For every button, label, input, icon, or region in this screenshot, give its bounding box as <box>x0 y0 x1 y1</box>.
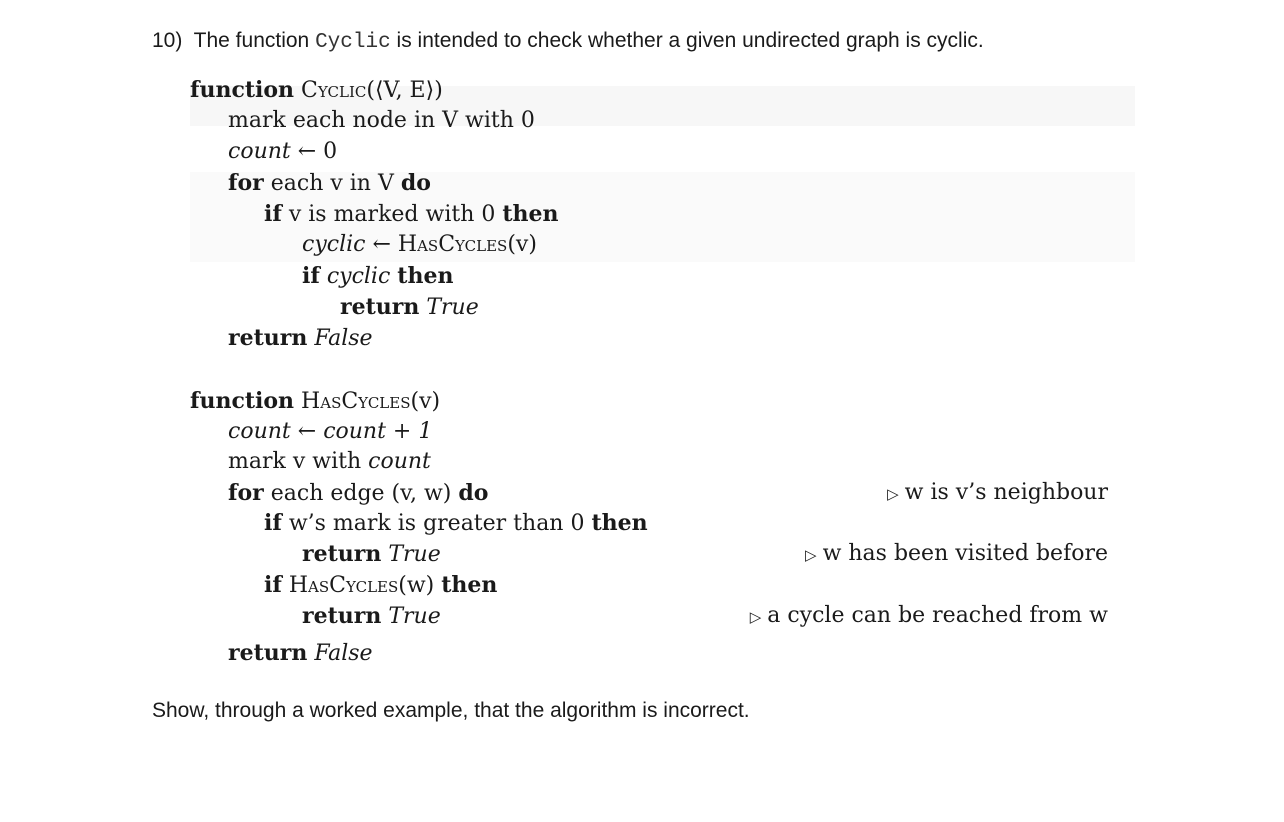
cyclic-line-2: count ← 0 <box>228 139 338 164</box>
triangle-right-icon: ▷ <box>749 608 762 626</box>
hascycles-line-7: return True <box>302 603 441 629</box>
question-code-name: Cyclic <box>315 31 391 54</box>
question-pre: The function <box>193 29 310 52</box>
cyclic-line-8: return False <box>228 325 373 351</box>
cyclic-line-6: if cyclic then <box>302 263 454 289</box>
hascycles-line-8: return False <box>228 640 373 666</box>
cyclic-args: (⟨V, E⟩) <box>366 78 443 103</box>
cyclic-line-5: cyclic ← HasCycles(v) <box>302 232 537 257</box>
cyclic-line-1: mark each node in V with 0 <box>228 108 535 133</box>
comment-neighbour: ▷ w is v’s neighbour <box>887 480 1108 505</box>
hascycles-line-4: if w’s mark is greater than 0 then <box>264 510 648 536</box>
hascycles-line-6: if HasCycles(w) then <box>264 572 498 598</box>
cyclic-name: Cyclic <box>301 78 367 103</box>
question-post: is intended to check whether a given undirected graph is cyclic. <box>396 29 984 52</box>
cyclic-line-7: return True <box>340 294 479 320</box>
cyclic-line-4: if v is marked with 0 then <box>264 201 559 227</box>
hascycles-name: HasCycles <box>301 389 411 414</box>
task-instruction: Show, through a worked example, that the algorithm is incorrect. <box>152 699 750 722</box>
function-keyword: function <box>190 77 295 103</box>
hascycles-line-3: for each edge (v, w) do <box>228 480 489 506</box>
hascycles-line-1: count ← count + 1 <box>228 419 433 444</box>
cyclic-header <box>190 75 443 105</box>
triangle-right-icon: ▷ <box>805 546 817 564</box>
question-number: 10) <box>152 29 183 52</box>
function-keyword: function <box>190 388 295 414</box>
cyclic-line-3: for each v in V do <box>228 170 431 196</box>
comment-visited: ▷ w has been visited before <box>805 541 1108 566</box>
hascycles-line-2: mark v with count <box>228 449 431 474</box>
hascycles-header <box>190 386 440 416</box>
triangle-right-icon: ▷ <box>887 485 899 503</box>
comment-cycle-reachable: ▷ a cycle can be reached from w <box>749 603 1108 628</box>
hascycles-line-5: return True <box>302 541 441 567</box>
hascycles-args: (v) <box>410 389 441 414</box>
